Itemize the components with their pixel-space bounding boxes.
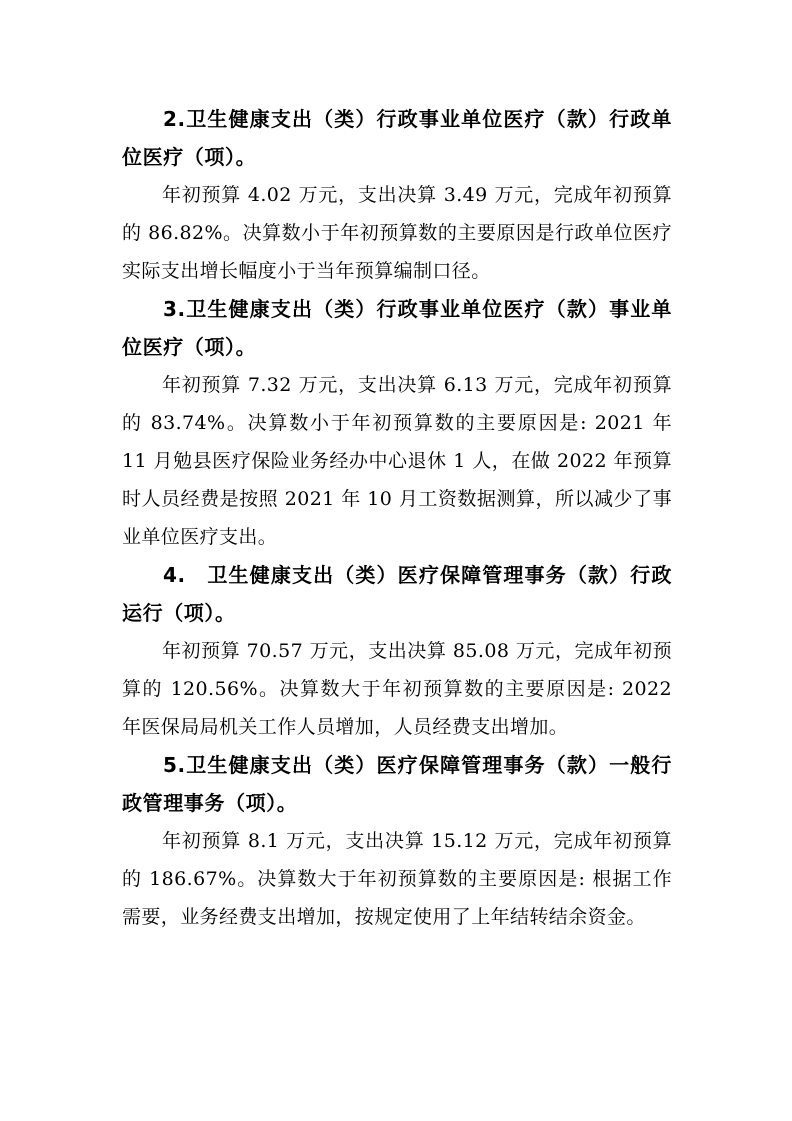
section-2 (122, 100, 672, 290)
section-heading: 4. 卫生健康支出（类）医疗保障管理事务（款）行政运行（项）。 (122, 563, 672, 625)
section-heading: 5.卫生健康支出（类）医疗保障管理事务（款）一般行政管理事务（项）。 (122, 753, 672, 815)
section-heading: 3.卫生健康支出（类）行政事业单位医疗（款）事业单位医疗（项）。 (122, 297, 672, 359)
section-body: 年初预算 8.1 万元，支出决算 15.12 万元，完成年初预算的 186.67%。决算数大于年初预算数的主要原因是: 根据工作需要，业务经费支出增加，按规定使用了上年结转结余资金。 (122, 830, 672, 928)
document-page (122, 100, 672, 936)
section-body: 年初预算 4.02 万元，支出决算 3.49 万元，完成年初预算的 86.82%。决算数小于年初预算数的主要原因是行政单位医疗实际支出增长幅度小于当年预算编制口径。 (122, 184, 672, 282)
section-body: 年初预算 70.57 万元，支出决算 85.08 万元，完成年初预算的 120.56%。决算数大于年初预算数的主要原因是: 2022 年医保局局机关工作人员增加，人员经费支出增加。 (122, 640, 672, 738)
section-4 (122, 556, 672, 746)
section-heading: 2.卫生健康支出（类）行政事业单位医疗（款）行政单位医疗（项）。 (122, 107, 672, 169)
section-3 (122, 290, 672, 556)
section-5 (122, 746, 672, 936)
section-body: 年初预算 7.32 万元，支出决算 6.13 万元，完成年初预算的 83.74%。决算数小于年初预算数的主要原因是: 2021 年 11 月勉县医疗保险业务经办中心退休 1 人，在做 2022 年预算时人员经费是按照 2021 年 10 月工资数据测算，所以减少了事业单位医疗支出。 (122, 374, 672, 548)
